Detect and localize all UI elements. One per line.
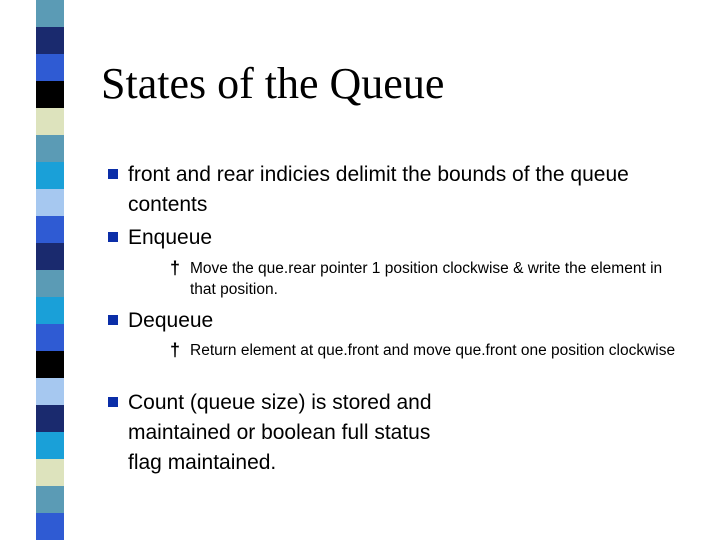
stripe-cell — [36, 189, 64, 216]
square-bullet-icon — [108, 315, 118, 325]
stripe-cell — [36, 216, 64, 243]
stripe-cell — [36, 135, 64, 162]
stripe-cell — [36, 513, 64, 540]
stripe-cell — [36, 108, 64, 135]
stripe-cell — [36, 54, 64, 81]
bullet-text: Enqueue — [128, 226, 213, 249]
bullet-text: front and rear indicies delimit the bounds of the queue contents — [128, 163, 629, 216]
stripe-cell — [36, 243, 64, 270]
sub-bullet-text: Move the que.rear pointer 1 position clockwise & write the element in that position. — [190, 260, 663, 298]
stripe-cell — [36, 432, 64, 459]
slide-title: States of the Queue — [101, 59, 445, 108]
stripe-cell — [36, 324, 64, 351]
stripe-cell — [36, 270, 64, 297]
stripe-cell — [36, 81, 64, 108]
decorative-stripe — [0, 0, 66, 540]
square-bullet-icon — [108, 232, 118, 242]
stripe-cell — [36, 351, 64, 378]
square-bullet-icon — [108, 397, 118, 407]
stripe-cell — [36, 27, 64, 54]
stripe-cell — [36, 378, 64, 405]
bullet-text: Dequeue — [128, 309, 214, 332]
stripe-cell — [36, 162, 64, 189]
stripe-cell — [36, 405, 64, 432]
square-bullet-icon — [108, 169, 118, 179]
stripe-cell — [36, 486, 64, 513]
dagger-bullet-icon: † — [170, 258, 181, 278]
sub-bullet-text: Return element at que.front and move que.front one position clockwise — [190, 342, 676, 359]
stripe-cell — [36, 297, 64, 324]
stripe-cell — [36, 0, 64, 27]
bullet-text: Count (queue size) is stored and maintained or boolean full status flag maintained. — [128, 391, 432, 474]
dagger-bullet-icon: † — [170, 340, 181, 360]
stripe-cell — [36, 459, 64, 486]
